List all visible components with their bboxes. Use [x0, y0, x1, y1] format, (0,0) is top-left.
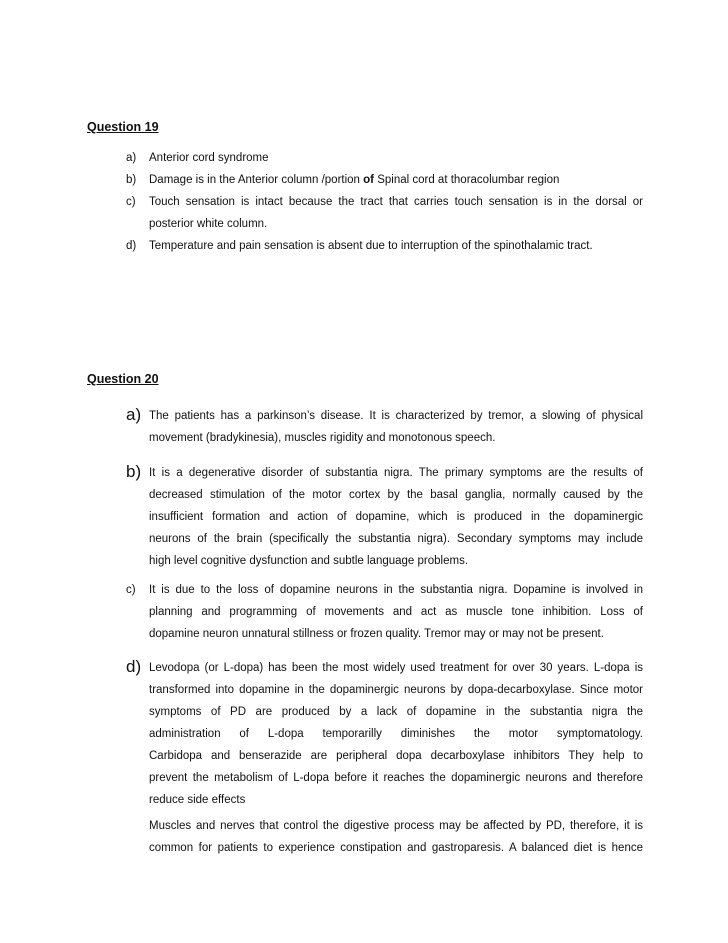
q20-item-d-line-7: reduce side effects: [149, 794, 246, 806]
q20-item-b-line-2: decreased stimulation of the motor cortex by the basal ganglia, normally caused by the: [149, 489, 643, 501]
q20-item-d-line-2: transformed into dopamine in the dopaminergic neurons by dopa-decarboxylase. Since motor: [149, 684, 643, 696]
q20-item-c-line-3: dopamine neuron unnatural stillness or frozen quality. Tremor may or may not be present.: [149, 628, 604, 640]
question-19-heading: Question 19: [87, 120, 159, 134]
q19-item-a-line-1: Anterior cord syndrome: [149, 152, 269, 164]
q20-paragraph-line-2: common for patients to experience constipation and gastroparesis. A balanced diet is hence: [149, 842, 643, 854]
q19-item-c-marker: c): [126, 196, 136, 208]
q19-item-c-line-2: posterior white column.: [149, 218, 268, 230]
q19-item-d-line-1: Temperature and pain sensation is absent due to interruption of the spinothalamic tract.: [149, 240, 593, 252]
q19-item-d-marker: d): [126, 240, 137, 252]
q20-item-a-line-1: The patients has a parkinson’s disease. It is characterized by tremor, a slowing of physical: [149, 410, 643, 422]
q20-item-b-line-4: neurons of the brain (specifically the substantia nigra). Secondary symptoms may include: [149, 533, 643, 545]
q20-item-d-marker: d): [126, 657, 142, 676]
q20-item-a-marker: a): [126, 405, 142, 424]
q20-paragraph-line-1: Muscles and nerves that control the digestive process may be affected by PD, therefore, it is: [149, 820, 643, 832]
q19-item-c-line-1: Touch sensation is intact because the tract that carries touch sensation is in the dorsal or: [149, 196, 643, 208]
q20-item-a-line-2: movement (bradykinesia), muscles rigidity and monotonous speech.: [149, 432, 496, 444]
q20-item-b-line-5: high level cognitive dysfunction and subtle language problems.: [149, 555, 469, 567]
q20-item-d-line-6: prevent the metabolism of L-dopa before it reaches the dopaminergic neurons and therefore: [149, 772, 643, 784]
q19-item-b-marker: b): [126, 174, 137, 186]
q20-item-d-line-3: symptoms of PD are produced by a lack of dopamine in the substantia nigra the: [149, 706, 643, 718]
q19-item-b-line-1: Damage is in the Anterior column /portion of Spinal cord at thoracolumbar region: [149, 174, 560, 186]
q20-item-d-line-5: Carbidopa and benserazide are peripheral dopa decarboxylase inhibitors They help to: [149, 750, 643, 762]
q20-item-c-line-1: It is due to the loss of dopamine neurons in the substantia nigra. Dopamine is involved in: [149, 584, 643, 596]
q20-item-b-marker: b): [126, 462, 142, 481]
q20-item-b-line-1: It is a degenerative disorder of substantia nigra. The primary symptoms are the results of: [149, 467, 643, 479]
q20-item-b-line-3: insufficient formation and action of dopamine, which is produced in the dopaminergic: [149, 511, 643, 523]
question-20-heading: Question 20: [87, 372, 159, 386]
q20-item-c-line-2: planning and programming of movements and act as muscle tone inhibition. Loss of: [149, 606, 643, 618]
q19-item-a-marker: a): [126, 152, 137, 164]
q20-item-d-line-4: administration of L-dopa temporarilly diminishes the motor symptomatology.: [149, 728, 643, 740]
q20-item-d-line-1: Levodopa (or L-dopa) has been the most widely used treatment for over 30 years. L-dopa is: [149, 662, 643, 674]
q20-item-c-marker: c): [126, 584, 136, 596]
